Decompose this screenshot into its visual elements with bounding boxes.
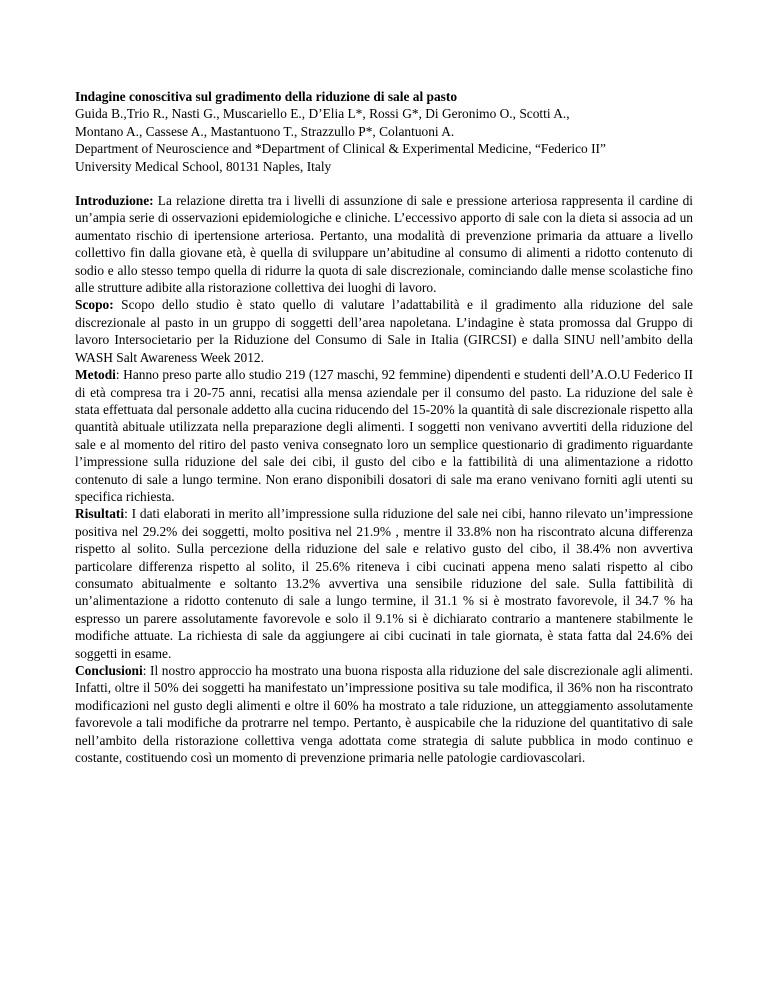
affiliation-line-2: University Medical School, 80131 Naples, Italy <box>75 158 332 174</box>
section-introduzione <box>75 192 693 296</box>
section-label-scopo: Scopo: <box>75 297 114 313</box>
authors-line-1: Guida B.,Trio R., Nasti G., Muscariello E., D’Elia L*, Rossi G*, Di Geronimo O., Scotti A., <box>75 106 570 122</box>
section-scopo <box>75 296 693 366</box>
paper-header <box>75 88 693 175</box>
affiliation-line-1: Department of Neuroscience and *Department of Clinical & Experimental Medicine, “Federico II” <box>75 141 606 157</box>
section-label-risultati: Risultati <box>75 506 125 522</box>
section-text-conclusioni: : Il nostro approccio ha mostrato una buona risposta alla riduzione del sale discrezionale agli alimenti. Infatti, oltre il 50% dei soggetti ha manifestato un’impressione positiva su tale modifica, il 36% non ha riscontrato modificazioni nel gusto degli alimenti e oltre il 60% ha mostrato a tale riduzione, un atteggiamento assolutamente favorevole a tali modifiche da protrarre nel tempo. Pertanto, è auspicabile che la riduzione del quantitativo di sale nell’ambito della ristorazione collettiva venga adottata come strategia di salute pubblica in modo continuo e costante, costituendo così un momento di prevenzione primaria nelle patologie cardiovascolari. <box>75 663 693 766</box>
abstract-body <box>75 192 693 766</box>
authors-line-2: Montano A., Cassese A., Mastantuono T., Strazzullo P*, Colantuoni A. <box>75 123 455 139</box>
section-risultati <box>75 505 693 662</box>
section-text-scopo: Scopo dello studio è stato quello di valutare l’adattabilità e il gradimento alla riduzione del sale discrezionale al pasto in un gruppo di soggetti dell’area napoletana. L’indagine è stata promossa dal Gruppo di lavoro Intersocietario per la Riduzione del Consumo di Sale in Italia (GIRCSI) e dalla SINU nell’ambito della WASH Salt Awareness Week 2012. <box>75 297 693 365</box>
document-page <box>75 88 693 766</box>
section-label-metodi: Metodi <box>75 367 116 383</box>
section-text-risultati: : I dati elaborati in merito all’impressione sulla riduzione del sale nei cibi, hanno rilevato un’impressione positiva nel 29.2% dei soggetti, molto positiva nel 21.9% , mentre il 33.8% non ha riscontrato alcuna differenza rispetto al solito. Sulla percezione della riduzione del sale e relativo gusto del cibo, il 38.4% non avvertiva particolare differenza rispetto al solito, il 25.6% riteneva i cibi cucinati appena meno salati rispetto al cibo consumato abitualmente e soltanto 13.2% avvertiva una sensibile riduzione del sale. Sulla fattibilità di un’alimentazione a ridotto contenuto di sale a lungo termine, il 31.1 % si è mostrato favorevole, il 34.7 % ha espresso un parere assolutamente favorevole e solo il 9.1% si è dichiarato contrario a mantenere stabilmente le modifiche attuate. La richiesta di sale da aggiungere ai cibi cucinati in tale giornata, è stata fatta dal 24.6% dei soggetti in esame. <box>75 506 693 661</box>
section-text-introduzione: La relazione diretta tra i livelli di assunzione di sale e pressione arteriosa rappresenta il cardine di un’ampia serie di osservazioni epidemiologiche e cliniche. L’eccessivo apporto di sale con la dieta si associa ad un aumentato rischio di ipertensione arteriosa. Pertanto, una modalità di prevenzione primaria da attuare a livello collettivo fin dalla giovane età, è quella di sviluppare un’abitudine al consumo di alimenti a ridotto contenuto di sodio e allo stesso tempo quella di ridurre la quota di sale discrezionale, cominciando dalle mense scolastiche fino alle strutture adibite alla ristorazione collettiva dei luoghi di lavoro. <box>75 193 693 296</box>
section-label-conclusioni: Conclusioni <box>75 663 143 678</box>
section-conclusioni <box>75 662 693 766</box>
section-text-metodi: : Hanno preso parte allo studio 219 (127 maschi, 92 femmine) dipendenti e studenti dell’A.O.U Federico II di età compresa tra i 20-75 anni, recatisi alla mensa aziendale per il consumo del pasto. La riduzione del sale è stata effettuata dal personale addetto alla cucina riducendo del 15-20% la quantità di sale discrezionale rispetto alla quantità abituale utilizzata nella preparazione degli alimenti. I soggetti non venivano avvertiti della riduzione del sale e al momento del ritiro del pasto veniva consegnato loro un semplice questionario di gradimento riguardante l’impressione sulla riduzione del sale dei cibi, il gusto del cibo e la fattibilità di una alimentazione a ridotto contenuto di sale a lungo termine. Non erano disponibili dosatori di sale ma erano venivano forniti agli utenti su specifica richiesta. <box>75 367 693 504</box>
section-metodi <box>75 366 693 505</box>
section-label-introduzione: Introduzione: <box>75 193 154 209</box>
paper-title: Indagine conoscitiva sul gradimento della riduzione di sale al pasto <box>75 89 458 104</box>
